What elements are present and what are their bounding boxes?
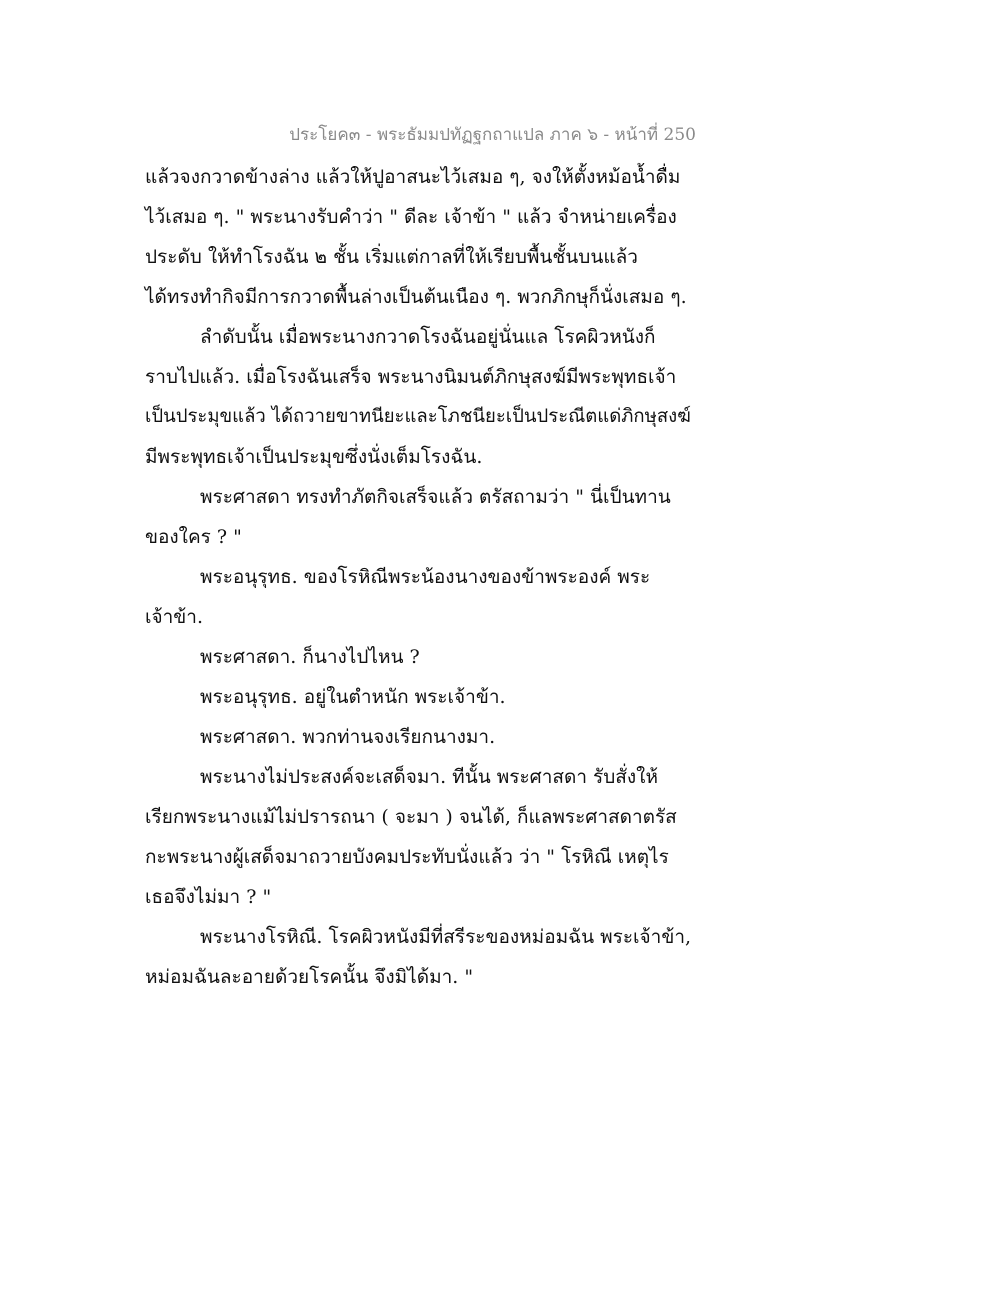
text-line: แล้วจงกวาดข้างล่าง แล้วให้ปูอาสนะไว้เสมอ ๆ, จงให้ตั้งหม้อน้ำดื่ม [145,166,681,188]
running-header: ประโยค๓ - พระธัมมปทัฏฐกถาแปล ภาค ๖ - หน้าที่ 250 [289,125,696,145]
dialogue-line: พระอนุรุทธ. อยู่ในตำหนัก พระเจ้าข้า. [200,686,506,708]
dialogue-line: พระอนุรุทธ. ของโรหิณีพระน้องนางของข้าพระองค์ พระ [200,566,651,588]
text-line: มีพระพุทธเจ้าเป็นประมุขซึ่งนั่งเต็มโรงฉัน. [145,446,483,468]
text-line: เป็นประมุขแล้ว ได้ถวายขาทนียะและโภชนียะเป็นประณีตแด่ภิกษุสงฆ์ [145,406,691,427]
text-line: กะพระนางผู้เสด็จมาถวายบังคมประทับนั่งแล้ว ว่า " โรหิณี เหตุไร [145,846,669,868]
dialogue-line: พระศาสดา. ก็นางไปไหน ? [200,646,420,668]
body-text [145,157,705,997]
dialogue-line: พระนางโรหิณี. โรคผิวหนังมีที่สรีระของหม่อมฉัน พระเจ้าข้า, [200,926,692,948]
text-line: ของใคร ? " [145,526,242,548]
text-line: ได้ทรงทำกิจมีการกวาดพื้นล่างเป็นต้นเนือง ๆ. พวกภิกษุก็นั่งเสมอ ๆ. [145,286,687,308]
text-line: ราบไปแล้ว. เมื่อโรงฉันเสร็จ พระนางนิมนต์ภิกษุสงฆ์มีพระพุทธเจ้า [145,366,677,388]
paragraph-start-line: พระศาสดา ทรงทำภัตกิจเสร็จแล้ว ตรัสถามว่า " นี่เป็นทาน [200,486,671,508]
text-line: หม่อมฉันละอายด้วยโรคนั้น จึงมิได้มา. " [145,966,474,988]
text-line: ไว้เสมอ ๆ. " พระนางรับคำว่า " ดีละ เจ้าข้า " แล้ว จำหน่ายเครื่อง [145,206,677,228]
text-line: ประดับ ให้ทำโรงฉัน ๒ ชั้น เริ่มแต่กาลที่ให้เรียบพื้นชั้นบนแล้ว [145,246,638,268]
dialogue-line: พระศาสดา. พวกท่านจงเรียกนางมา. [200,726,496,748]
paragraph-start-line: ลำดับนั้น เมื่อพระนางกวาดโรงฉันอยู่นั่นแล โรคผิวหนังก็ [200,326,656,348]
text-line: เจ้าข้า. [145,606,203,628]
text-line: เรียกพระนางแม้ไม่ปรารถนา ( จะมา ) จนได้, ก็แลพระศาสดาตรัส [145,806,677,828]
text-line: เธอจึงไม่มา ? " [145,886,272,908]
paragraph-start-line: พระนางไม่ประสงค์จะเสด็จมา. ทีนั้น พระศาสดา รับสั่งให้ [200,766,658,788]
